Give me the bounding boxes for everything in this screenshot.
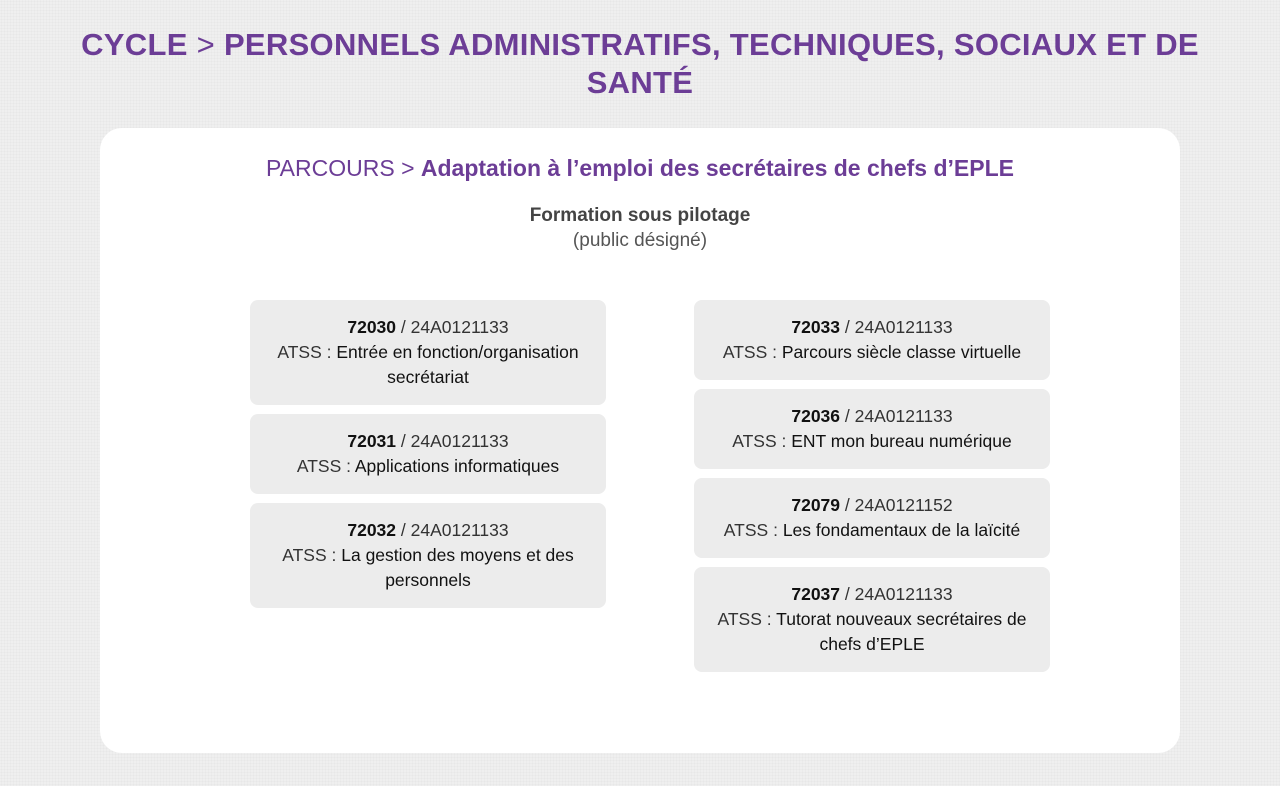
formation-subtitle: (public désigné)	[572, 230, 708, 251]
module-slash: /	[844, 317, 850, 337]
module-ref: 24A0121133	[854, 406, 953, 426]
module-code: 72030	[347, 317, 397, 337]
module-card-72079[interactable]	[694, 478, 1050, 558]
module-code: 72037	[791, 584, 841, 604]
module-code: 72032	[347, 520, 397, 540]
module-card-72037[interactable]	[694, 567, 1050, 672]
modules-left-column	[250, 300, 606, 617]
module-code: 72031	[347, 431, 397, 451]
module-ref: 24A0121133	[410, 431, 509, 451]
parcours-title: Adaptation à l’emploi des secrétaires de chefs d’EPLE	[420, 155, 1014, 181]
parcours-separator: >	[401, 155, 415, 181]
module-slash: /	[844, 584, 850, 604]
module-ref: 24A0121133	[854, 317, 953, 337]
module-slash: /	[400, 520, 406, 540]
formation-title: Formation sous pilotage	[529, 205, 751, 226]
module-card-72030[interactable]	[250, 300, 606, 405]
module-card-72031[interactable]	[250, 414, 606, 494]
cycle-separator: >	[196, 27, 216, 62]
module-prefix: ATSS :	[282, 545, 337, 565]
module-slash: /	[400, 431, 406, 451]
module-ref: 24A0121133	[410, 317, 509, 337]
module-title: Applications informatiques	[354, 456, 560, 476]
module-title: Les fondamentaux de la laïcité	[782, 520, 1021, 540]
module-ref: 24A0121133	[410, 520, 509, 540]
module-slash: /	[844, 495, 850, 515]
module-title: Tutorat nouveaux secrétaires de chefs d’EPLE	[776, 609, 1027, 654]
module-title: La gestion des moyens et des personnels	[341, 545, 574, 590]
cycle-label: CYCLE	[81, 27, 188, 62]
module-prefix: ATSS :	[296, 456, 351, 476]
module-code: 72033	[791, 317, 841, 337]
module-card-72036[interactable]	[694, 389, 1050, 469]
parcours-heading	[100, 153, 1180, 183]
module-slash: /	[844, 406, 850, 426]
module-code: 72036	[791, 406, 841, 426]
formation-block	[100, 203, 1180, 253]
module-card-72033[interactable]	[694, 300, 1050, 380]
parcours-label: PARCOURS	[266, 155, 395, 181]
module-card-72032[interactable]	[250, 503, 606, 608]
module-prefix: ATSS :	[717, 609, 772, 629]
module-code: 72079	[791, 495, 841, 515]
cycle-name: PERSONNELS ADMINISTRATIFS, TECHNIQUES, SOCIAUX ET DE SANTÉ	[223, 27, 1199, 100]
module-prefix: ATSS :	[277, 342, 332, 362]
content-card	[100, 128, 1180, 753]
module-prefix: ATSS :	[722, 342, 777, 362]
module-ref: 24A0121133	[854, 584, 953, 604]
module-prefix: ATSS :	[723, 520, 778, 540]
module-ref: 24A0121152	[854, 495, 953, 515]
module-title: ENT mon bureau numérique	[791, 431, 1012, 451]
modules-right-column	[694, 300, 1050, 681]
module-title: Parcours siècle classe virtuelle	[781, 342, 1022, 362]
module-title: Entrée en fonction/organisation secrétariat	[336, 342, 579, 387]
module-slash: /	[400, 317, 406, 337]
module-prefix: ATSS :	[732, 431, 787, 451]
cycle-title	[40, 26, 1240, 102]
